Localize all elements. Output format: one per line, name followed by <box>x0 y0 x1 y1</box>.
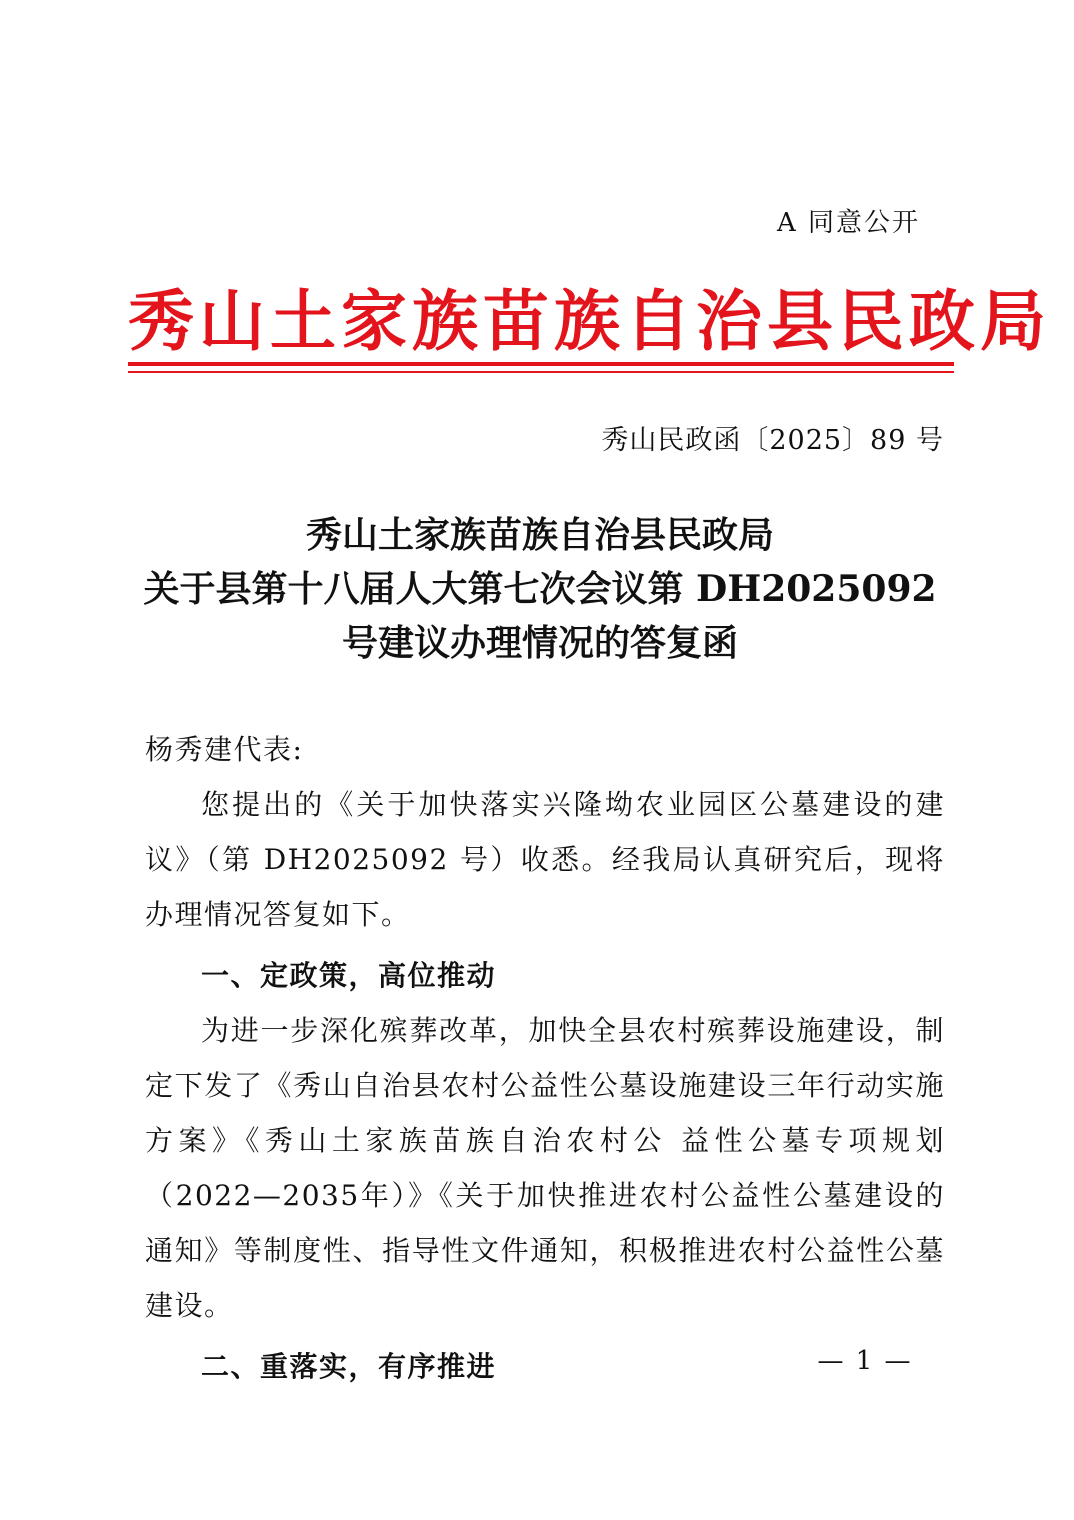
header-rule-thick <box>128 362 954 366</box>
section-2-heading: 二、重落实，有序推进 <box>201 1350 497 1383</box>
section-1-heading: 一、定政策，高位推动 <box>201 959 497 992</box>
title-line-3: 号建议办理情况的答复函 <box>341 622 738 664</box>
section-1-paragraph: 为进一步深化殡葬改革，加快全县农村殡葬设施建设，制定下发了《秀山自治县农村公益性公墓设施建设三年行动实施方案》《秀山土家族苗族自治农村公 益性公墓专项规划（2022—2035年）》《关于加快推进农村公益性公墓建设的通知》等制度性、指导性文件通知，积极推进农村公益性公墓建设。 <box>145 1014 945 1322</box>
letter-body <box>145 722 945 1394</box>
agency-header: 秀山土家族苗族自治县民政局 <box>128 283 1051 360</box>
disclosure-label: A 同意公开 <box>776 208 920 238</box>
salutation: 杨秀建代表: <box>145 733 304 766</box>
intro-paragraph: 您提出的《关于加快落实兴隆坳农业园区公墓建设的建议》（第 DH2025092 号）收悉。经我局认真研究后，现将办理情况答复如下。 <box>145 788 945 931</box>
title-line-1: 秀山土家族苗族自治县民政局 <box>305 514 774 556</box>
header-rule-thin <box>128 371 954 373</box>
title-line-2: 关于县第十八届人大第七次会议第 DH2025092 <box>143 568 937 610</box>
page-number: — 1 — <box>817 1346 913 1376</box>
document-number: 秀山民政函〔2025〕89 号 <box>601 425 944 456</box>
document-title <box>100 508 980 670</box>
